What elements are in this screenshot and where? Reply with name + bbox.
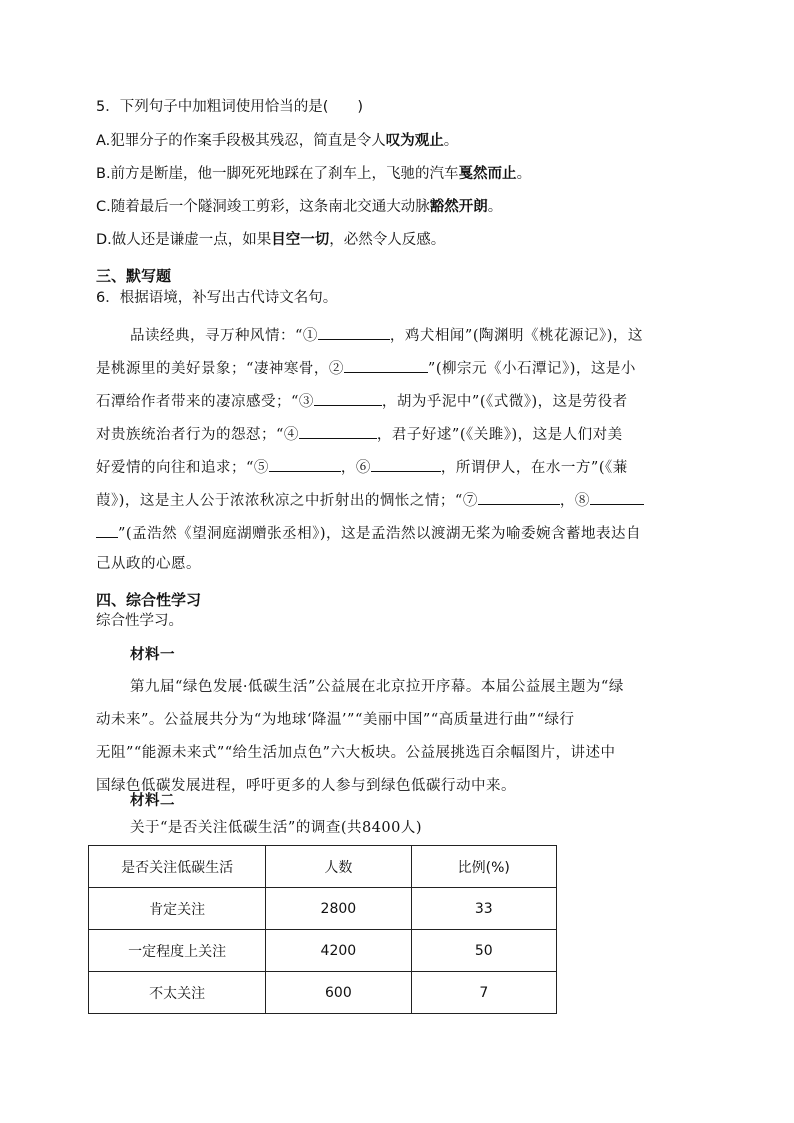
table-row	[89, 888, 557, 930]
q6-stem: 6．根据语境，补写出古代诗文名句。	[96, 290, 338, 306]
answer-blank-4[interactable]	[299, 425, 377, 439]
q6-text: ，⑧	[559, 493, 590, 509]
section-4-intro: 综合性学习。	[96, 613, 183, 629]
table-cell: 33	[411, 888, 556, 930]
q5-option-b[interactable]	[96, 167, 531, 182]
table-caption: 关于“是否关注低碳生活”的调查(共8400人)	[130, 820, 423, 836]
answer-blank-2[interactable]	[344, 359, 428, 373]
option-b-text-post: 。	[516, 166, 532, 182]
option-c-text-pre: C.随着最后一个隧洞竣工剪彩，这条南北交通大动脉	[96, 199, 430, 215]
q6-line-5	[96, 458, 628, 476]
option-d-bold-word: 目空一切	[271, 232, 330, 248]
q6-text: ，所谓伊人，在水一方”(《蒹	[440, 460, 628, 476]
material-1-line-2: 动未来”。公益展共分为“为地球‘降温’”“美丽中国”“高质量进行曲”“绿行	[96, 712, 575, 728]
q5-option-a[interactable]	[96, 134, 458, 149]
table-header-row	[89, 846, 557, 888]
table-row	[89, 972, 557, 1014]
q6-line-1	[130, 326, 643, 344]
table-cell: 一定程度上关注	[89, 930, 266, 972]
table-cell: 7	[411, 972, 556, 1014]
option-c-text-post: 。	[487, 199, 503, 215]
table-cell: 肯定关注	[89, 888, 266, 930]
option-b-bold-word: 戛然而止	[458, 166, 517, 182]
option-b-text-pre: B.前方是断崖，他一脚死死地踩在了刹车上，飞驰的汽车	[96, 166, 459, 182]
q6-line-6	[96, 491, 644, 509]
material-1-title: 材料一	[130, 646, 175, 663]
survey-table	[88, 845, 557, 1014]
q6-text: 葭》)，这是主人公于浓浓秋凉之中折射出的惆怅之情；“⑦	[96, 493, 478, 509]
q6-text: 品读经典，寻万种风情：“①	[130, 328, 318, 344]
answer-blank-3[interactable]	[314, 392, 382, 406]
q6-text: ，⑥	[340, 460, 371, 476]
answer-blank-7[interactable]	[478, 491, 560, 505]
answer-blank-1[interactable]	[318, 326, 390, 340]
q6-line-3	[96, 392, 628, 410]
table-header-cell: 是否关注低碳生活	[89, 846, 266, 888]
q6-text: 对贵族统治者行为的怨怼；“④	[96, 427, 299, 443]
table-header-cell: 人数	[266, 846, 411, 888]
material-1-line-3: 无阻”“能源未来式”“给生活加点色”六大板块。公益展挑选百余幅图片，讲述中	[96, 745, 616, 761]
q6-line-4	[96, 425, 623, 443]
option-a-text-post: 。	[443, 133, 459, 149]
section-4-title: 四、综合性学习	[96, 591, 202, 609]
material-1-line-4: 国绿色低碳发展进程，呼吁更多的人参与到绿色低碳行动中来。	[96, 778, 516, 794]
q6-line-2	[96, 359, 636, 377]
table-cell: 600	[266, 972, 411, 1014]
table-cell: 不太关注	[89, 972, 266, 1014]
option-d-text-post: ，必然令人反感。	[329, 232, 446, 248]
answer-blank-6[interactable]	[371, 458, 441, 472]
table-header-cell: 比例(%)	[411, 846, 556, 888]
q6-text: 好爱情的向往和追求；“⑤	[96, 460, 269, 476]
material-2-title: 材料二	[130, 792, 175, 809]
q6-text: ，鸡犬相闻”(陶渊明《桃花源记》)，这	[389, 328, 643, 344]
option-c-bold-word: 豁然开朗	[429, 199, 488, 215]
answer-blank-5[interactable]	[269, 458, 341, 472]
material-1-line-1: 第九届“绿色发展·低碳生活”公益展在北京拉开序幕。本届公益展主题为“绿	[130, 679, 624, 695]
q6-text: ”(孟浩然《望洞庭湖赠张丞相》)，这是孟浩然以渡湖无桨为喻委婉含蓄地表达自	[118, 526, 641, 542]
q5-stem: 5．下列句子中加粗词使用恰当的是( )	[96, 99, 364, 115]
table-cell: 50	[411, 930, 556, 972]
section-3-title: 三、默写题	[96, 267, 172, 285]
answer-blank-8-continued[interactable]	[96, 524, 118, 538]
table-row	[89, 930, 557, 972]
q6-text: ，胡为乎泥中”(《式微》)，这是劳役者	[381, 394, 628, 410]
q6-line-7	[96, 524, 641, 542]
option-d-text-pre: D.做人还是谦虚一点，如果	[96, 232, 272, 248]
table-cell: 2800	[266, 888, 411, 930]
q6-text: ，君子好逑”(《关雎》)，这是人们对美	[376, 427, 623, 443]
q6-line-8: 己从政的心愿。	[96, 556, 201, 572]
q6-text: 是桃源里的美好景象；“凄神寒骨，②	[96, 361, 344, 377]
option-a-text-pre: A.犯罪分子的作案手段极其残忍，简直是令人	[96, 133, 386, 149]
table-cell: 4200	[266, 930, 411, 972]
answer-blank-8[interactable]	[590, 491, 644, 505]
q5-option-d[interactable]	[96, 233, 445, 248]
q6-text: 石潭给作者带来的凄凉感受；“③	[96, 394, 314, 410]
option-a-bold-word: 叹为观止	[385, 133, 444, 149]
q6-text: ”(柳宗元《小石潭记》)，这是小	[427, 361, 636, 377]
q5-option-c[interactable]	[96, 200, 502, 215]
